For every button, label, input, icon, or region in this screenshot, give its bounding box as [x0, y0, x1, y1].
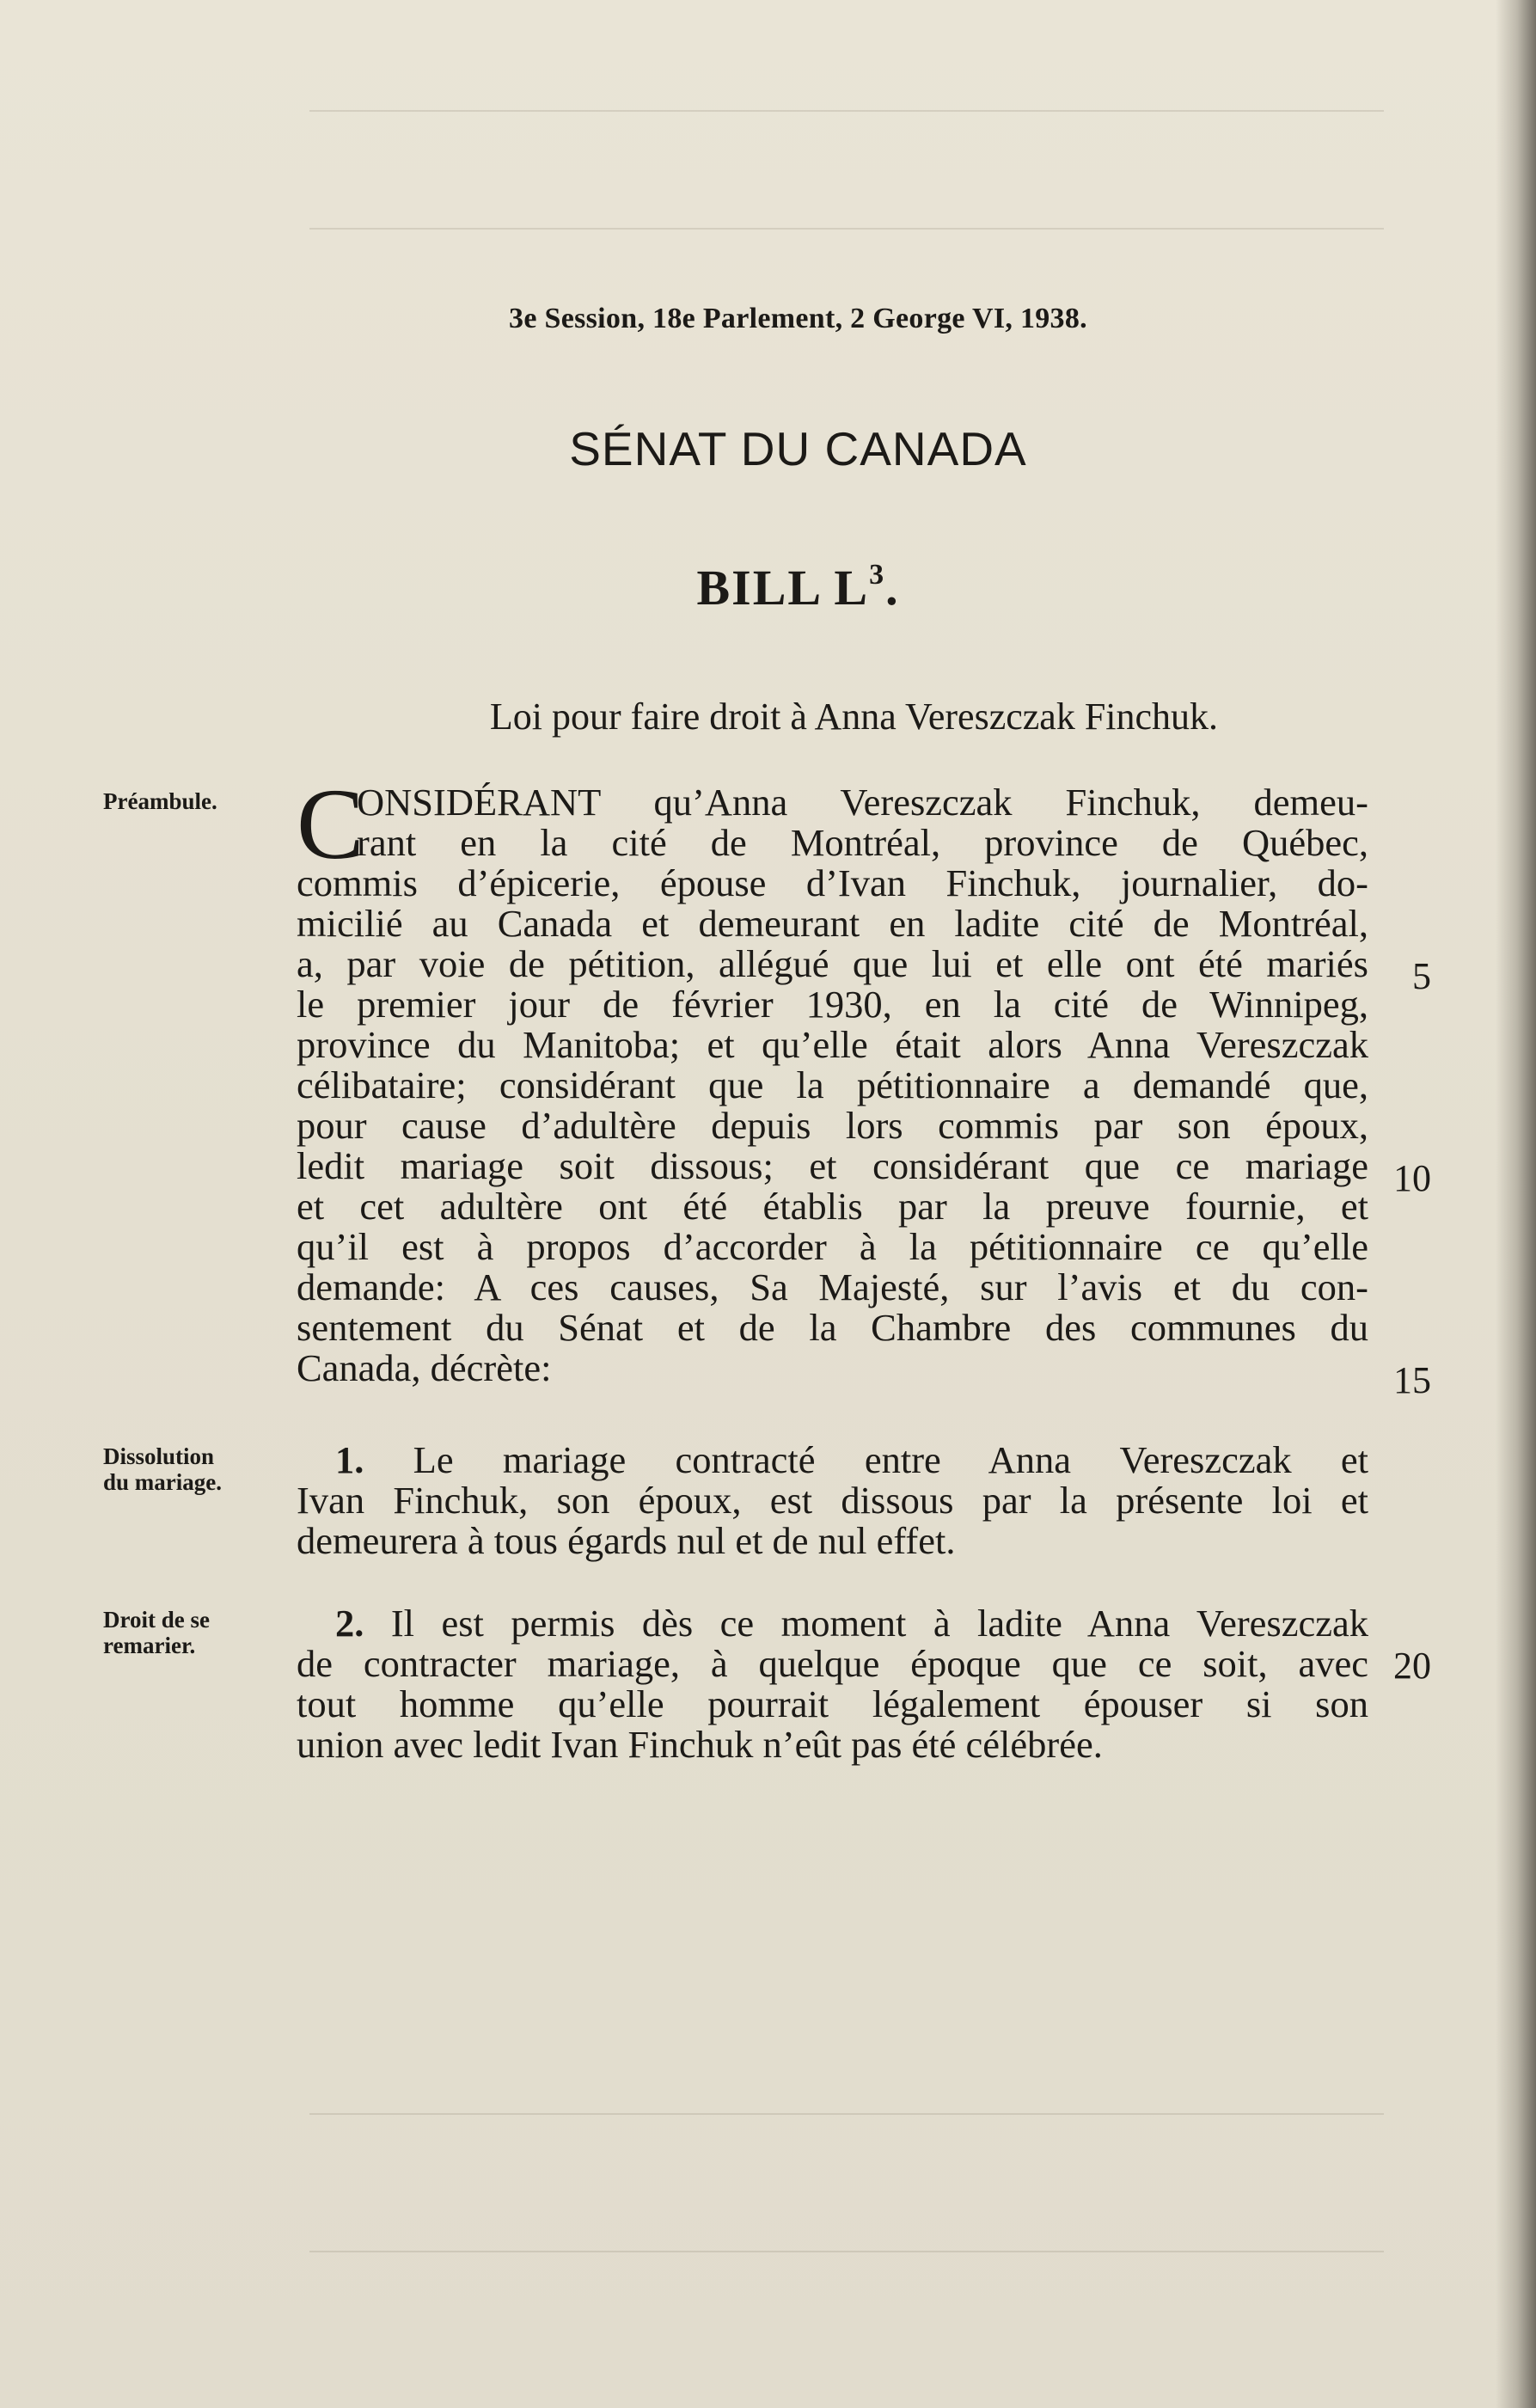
preamble-line: province du Manitoba; et qu’elle était alors Anna Vereszczak	[297, 1023, 1368, 1066]
bleed-through-rule-lower	[309, 2113, 1384, 2115]
bill-superscript: 3	[869, 559, 886, 591]
section-2-text	[297, 1603, 1368, 1765]
section-1-number: 1.	[335, 1438, 364, 1481]
preamble-line: rant en la cité de Montréal, province de Québec,	[357, 821, 1368, 864]
section-2-first-line: Il est permis dès ce moment à ladite Anna Vereszczak	[390, 1602, 1369, 1645]
bleed-through-rule-upper	[309, 228, 1384, 230]
bill-title	[0, 559, 1536, 616]
margin-note-dissolution-line: du mariage.	[103, 1468, 222, 1495]
bill-suffix: .	[885, 560, 900, 616]
preamble-line: pour cause d’adultère depuis lors commis par son époux,	[297, 1104, 1368, 1147]
margin-note-dissolution	[103, 1444, 266, 1495]
section-2-line: tout homme qu’elle pourrait légalement épouser si son	[297, 1682, 1368, 1725]
margin-note-remarry-line: Droit de se	[103, 1607, 210, 1633]
preamble-line: Canada, décrète:	[297, 1346, 552, 1389]
bleed-through-rule-bottom	[309, 2251, 1384, 2252]
bill-label: BILL L	[696, 560, 870, 616]
preamble-line: qu’il est à propos d’accorder à la pétitionnaire ce qu’elle	[297, 1225, 1368, 1268]
preamble-line: a, par voie de pétition, allégué que lui et elle ont été mariés	[297, 942, 1368, 985]
preamble-text	[297, 782, 1368, 1388]
preamble-line: le premier jour de février 1930, en la cité de Winnipeg,	[297, 983, 1368, 1026]
section-1-text	[297, 1440, 1368, 1561]
chamber-title: SÉNAT DU CANADA	[569, 422, 1027, 475]
section-2-line	[297, 1603, 1368, 1644]
margin-note-remarry-line: remarier.	[103, 1632, 196, 1658]
section-2-line: union avec ledit Ivan Finchuk n’eût pas été célébrée.	[297, 1723, 1103, 1766]
preamble-line: commis d’épicerie, épouse d’Ivan Finchuk, journalier, do-	[297, 861, 1368, 904]
preamble-dropcap: C	[297, 768, 364, 880]
preamble-line: sentement du Sénat et de la Chambre des communes du	[297, 1306, 1368, 1349]
margin-note-preamble: Préambule.	[103, 788, 217, 814]
preamble-line: ONSIDÉRANT qu’Anna Vereszczak Finchuk, demeu-	[357, 781, 1368, 824]
preamble-line: célibataire; considérant que la pétitionnaire a demandé que,	[297, 1063, 1368, 1106]
margin-note-remarry	[103, 1608, 266, 1658]
bleed-through-rule-top	[309, 110, 1384, 112]
section-1-line: demeurera à tous égards nul et de nul effet.	[297, 1519, 956, 1562]
section-2-line: de contracter mariage, à quelque époque que ce soit, avec	[297, 1642, 1368, 1685]
line-number-15: 15	[1393, 1359, 1431, 1401]
section-1-line	[297, 1440, 1368, 1480]
section-1-first-line: Le mariage contracté entre Anna Vereszczak et	[413, 1438, 1368, 1481]
margin-note-dissolution-line: Dissolution	[103, 1443, 215, 1469]
session-line: 3e Session, 18e Parlement, 2 George VI, 1938.	[509, 303, 1087, 334]
section-2-number: 2.	[335, 1602, 364, 1645]
line-number-20: 20	[1393, 1645, 1431, 1687]
preamble-line: demande: A ces causes, Sa Majesté, sur l’avis et du con-	[297, 1265, 1368, 1308]
bill-subtitle: Loi pour faire droit à Anna Vereszczak Finchuk.	[489, 695, 1219, 738]
line-number-10: 10	[1393, 1157, 1431, 1199]
line-number-5: 5	[1412, 955, 1431, 997]
preamble-line: micilié au Canada et demeurant en ladite cité de Montréal,	[297, 902, 1368, 945]
preamble-line: et cet adultère ont été établis par la preuve fournie, et	[297, 1185, 1368, 1228]
section-1-line: Ivan Finchuk, son époux, est dissous par la présente loi et	[297, 1479, 1368, 1522]
preamble-line: ledit mariage soit dissous; et considérant que ce mariage	[297, 1144, 1368, 1187]
